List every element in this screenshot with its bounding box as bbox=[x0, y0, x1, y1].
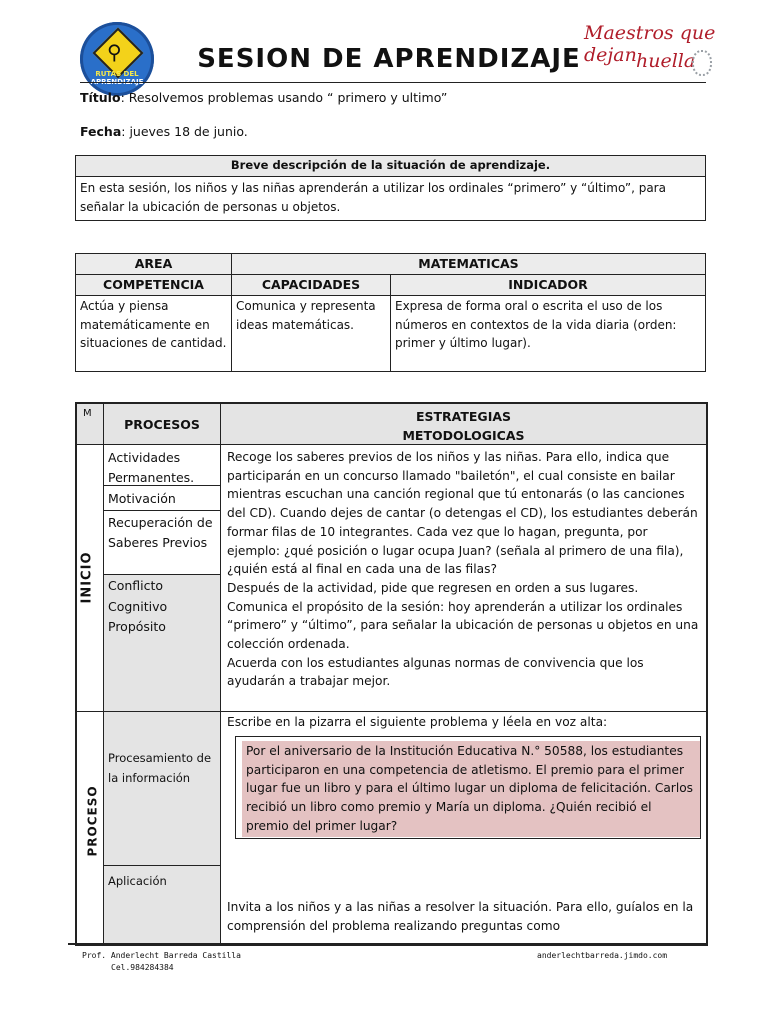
maestros-logo-line2: huella bbox=[636, 50, 696, 72]
footer-phone: Cel.984284384 bbox=[111, 963, 174, 972]
inicio-column bbox=[76, 444, 104, 712]
fecha-value: : jueves 18 de junio. bbox=[121, 124, 248, 139]
inicio-item-conflicto: Conflicto Cognitivo Propósito bbox=[108, 578, 168, 634]
indicador-header: INDICADOR bbox=[391, 275, 706, 296]
competencia-header: COMPETENCIA bbox=[76, 275, 232, 296]
logo-text-line1: RUTAS DEL bbox=[95, 70, 139, 78]
inicio-paragraph: Recoge los saberes previos de los niños y las niñas. Para ello, indica que participarán en un concurso llamado "bailetón", el cual consiste en bailar mientras escuchan una canción regional que tú entonarás (o las canciones del CD). Cuando dejes de cantar (o detengas el CD), los estudiantes deberán formar filas de 10 integrantes. Cada vez que lo hagan, pregunta, por ejemplo: ¿qué posición o lugar ocupa Juan? (señala al primero de una fila), ¿quién está al final en cada una de las filas? bbox=[227, 450, 698, 577]
proceso-column bbox=[76, 711, 104, 945]
procesamiento-cell bbox=[103, 711, 221, 866]
logo-text-line2: APRENDIZAJE bbox=[90, 78, 144, 86]
process-table bbox=[75, 402, 708, 946]
capacidades-header: CAPACIDADES bbox=[232, 275, 391, 296]
fingerprint-icon bbox=[692, 50, 712, 76]
problem-text: Por el aniversario de la Institución Educativa N.° 50588, los estudiantes participaron en una competencia de atletismo. El premio para el primer lugar fue un libro y para el último lugar un diploma de felicitación. Carlos recibió un libro como premio y María un diploma. ¿Quién recibió el premio del primer lugar? bbox=[242, 741, 700, 837]
inicio-item-motivacion: Motivación bbox=[108, 491, 176, 506]
proceso-intro: Escribe en la pizarra el siguiente problema y léela en voz alta: bbox=[227, 715, 608, 729]
titulo-label: Título bbox=[80, 90, 121, 105]
problem-box bbox=[235, 736, 701, 839]
procesamiento-label: Procesamiento de la información bbox=[108, 751, 212, 785]
procesos-header: PROCESOS bbox=[103, 403, 221, 445]
inicio-paragraph: Comunica el propósito de la sesión: hoy aprenderán a utilizar los ordinales “primero” y “último”, para señalar la ubicación de personas u objetos en una colección ordenada. bbox=[227, 599, 699, 652]
area-table bbox=[75, 253, 706, 372]
inicio-paragraph: Acuerda con los estudiantes algunas normas de convivencia que los ayudarán a trabajar mejor. bbox=[227, 655, 644, 689]
fecha-field bbox=[80, 124, 248, 139]
footer-site: anderlechtbarreda.jimdo.com bbox=[537, 951, 668, 960]
estrategias-line2: METODOLOGICAS bbox=[402, 428, 525, 443]
header-divider bbox=[80, 82, 706, 83]
titulo-field bbox=[80, 90, 447, 105]
area-value: MATEMATICAS bbox=[232, 254, 706, 275]
situation-heading: Breve descripción de la situación de aprendizaje. bbox=[76, 156, 706, 177]
footer-divider bbox=[68, 943, 708, 945]
proceso-label: PROCESO bbox=[85, 785, 100, 857]
footer-author: Prof. Anderlecht Barreda Castilla bbox=[82, 951, 241, 960]
estrategias-header bbox=[220, 403, 707, 445]
page-title: SESION DE APRENDIZAJE bbox=[197, 44, 581, 74]
children-icon: ⚲ bbox=[107, 40, 122, 64]
inicio-item-actividades: Actividades Permanentes. bbox=[108, 450, 195, 485]
titulo-value: : Resolvemos problemas usando “ primero y ultimo” bbox=[120, 90, 448, 105]
corner-cell: M bbox=[76, 403, 104, 445]
inicio-label: INICIO bbox=[79, 551, 95, 604]
inicio-paragraph: Después de la actividad, pide que regresen en orden a sus lugares. bbox=[227, 580, 639, 595]
indicador-cell: Expresa de forma oral o escrita el uso de los números en contextos de la vida diaria (orden: primer y último lugar). bbox=[391, 296, 706, 372]
maestros-logo-line1: Maestros que dejan bbox=[584, 22, 716, 66]
aplicacion-text: Invita a los niños y a las niñas a resolver la situación. Para ello, guíalos en la comprensión del problema realizando preguntas como bbox=[227, 900, 694, 933]
area-label: AREA bbox=[76, 254, 232, 275]
inicio-item-saberes: Recuperación de Saberes Previos bbox=[108, 515, 213, 550]
fecha-label: Fecha bbox=[80, 124, 122, 139]
inicio-strategy-text bbox=[227, 448, 703, 691]
aplicacion-label: Aplicación bbox=[108, 874, 167, 888]
estrategias-line1: ESTRATEGIAS bbox=[415, 409, 512, 424]
maestros-logo bbox=[584, 22, 734, 84]
situation-table bbox=[75, 155, 706, 221]
competencia-cell: Actúa y piensa matemáticamente en situaciones de cantidad. bbox=[76, 296, 232, 372]
situation-text: En esta sesión, los niños y las niñas aprenderán a utilizar los ordinales “primero” y “último”, para señalar la ubicación de personas u objetos. bbox=[76, 177, 706, 221]
capacidades-cell: Comunica y representa ideas matemáticas. bbox=[232, 296, 391, 372]
